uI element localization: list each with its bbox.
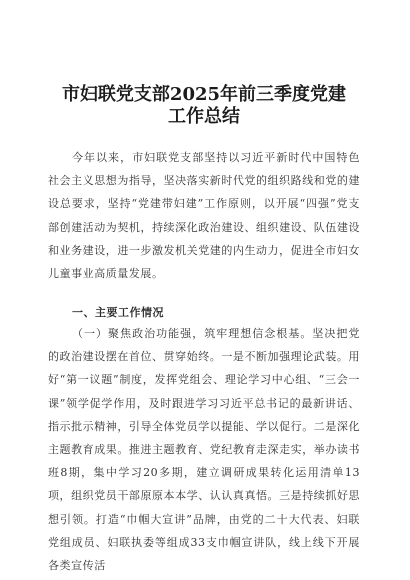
section-paragraph: （一）聚焦政治功能强，筑牢理想信念根基。坚决把党的政治建设摆在首位、贯穿始终。一是不断加强理论武装。用好“第一议题”制度，发挥党组会、理论学习中心组、“三会一课”领学促学作用，及时跟进学习习近平总书记的最新讲话、指示批示精神，引导全体党员学以提能、学以促行。二是深化主题教育成果。推进主题教育、党纪教育走深走实，举办读书班8期，集中学习20多期，建立调研成果转化运用清单13项，组织党员干部原原本本学、认认真真悟。三是持续抓好思想引领。打造“巾帼大宣讲”品牌，由党的二十大代表、妇联党组成员、妇联执委等组成33支巾帼宣讲队，线上线下开展各类宣传活 [48, 327, 360, 573]
document-title: 市妇联党支部2025年前三季度党建工作总结 [61, 84, 347, 127]
intro-paragraph: 今年以来，市妇联党支部坚持以习近平新时代中国特色社会主义思想为指导，坚决落实新时代党的组织路线和党的建设总要求，坚持“党建带妇建”工作原则，以开展“四强”党支部创建活动为契机，持续深化政治建设、组织建设、队伍建设和业务建设，进一步激发机关党建的内生动力，促进全市妇女儿童事业高质量发展。 [48, 151, 360, 281]
section-heading: 一、主要工作情况 [72, 306, 164, 319]
